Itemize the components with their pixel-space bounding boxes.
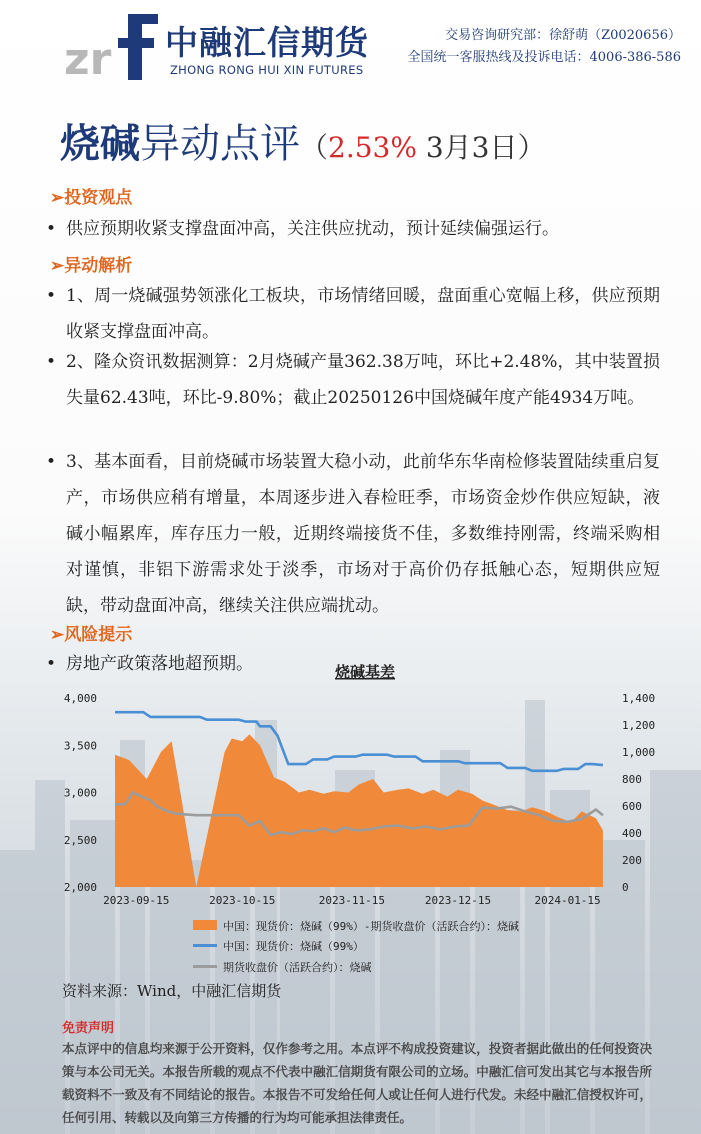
disclaimer-title: 免责声明 <box>62 1021 115 1036</box>
data-source: 资料来源：Wind，中融汇信期货 <box>62 982 282 1000</box>
x-tick-label: 2023-10-15 <box>209 894 276 907</box>
legend-label: 中国：现货价：烧碱（99%） <box>223 940 364 953</box>
paragraph-analysis-1 <box>46 278 660 350</box>
section-heading-risk: ➢风险提示 <box>50 625 133 645</box>
company-name-en: ZHONG RONG HUI XIN FUTURES <box>170 63 364 77</box>
legend-swatch <box>193 920 217 930</box>
company-logo-icon <box>62 12 162 82</box>
paragraph-view <box>46 211 660 247</box>
bullet-icon: • <box>46 452 57 472</box>
legend-label: 中国：现货价：烧碱（99%）-期货收盘价（活跃合约）：烧碱 <box>223 920 519 933</box>
legend-label: 期货收盘价（活跃合约）：烧碱 <box>223 961 372 974</box>
paragraph-text: 房地产政策落地超预期。 <box>66 654 253 674</box>
paragraph-analysis-2 <box>46 344 660 416</box>
series-area-basis <box>115 734 603 887</box>
title-change-percent: 2.53% <box>328 131 417 164</box>
bullet-icon: • <box>46 286 57 306</box>
y-right-tick-label: 200 <box>622 854 642 867</box>
bullet-icon: • <box>46 654 57 674</box>
basis-chart <box>55 655 675 980</box>
y-right-tick-label: 1,000 <box>622 746 656 759</box>
section-heading-view: ➢投资观点 <box>50 188 133 208</box>
paragraph-analysis-3 <box>46 444 660 624</box>
y-left-tick-label: 3,000 <box>63 786 97 800</box>
y-right-tick-label: 800 <box>622 773 642 786</box>
paragraph-text: 供应预期收紧支撑盘面冲高，关注供应扰动，预计延续偏强运行。 <box>66 219 559 239</box>
title-product: 烧碱 <box>60 120 140 167</box>
series-line-spot-price <box>115 712 603 771</box>
y-right-tick-label: 1,400 <box>622 692 656 705</box>
y-right-tick-label: 600 <box>622 800 642 813</box>
legend-swatch <box>193 944 217 947</box>
y-left-tick-label: 2,000 <box>63 881 97 894</box>
paragraph-text: 1、周一烧碱强势领涨化工板块，市场情绪回暖，盘面重心宽幅上移，供应预期收紧支撑盘面冲高。 <box>66 286 660 342</box>
chart-title: 烧碱基差 <box>334 663 396 681</box>
page-title <box>60 112 546 169</box>
bullet-icon: • <box>46 219 57 239</box>
research-contact: 交易咨询研究部：徐舒萌（Z0020656） <box>445 28 681 43</box>
disclaimer-text: 本点评中的信息均来源于公开资料，仅作参考之用。本点评不构成投资建议，投资者据此做出的任何投资决策与本公司无关。本报告所载的观点不代表中融汇信期货有限公司的立场。中融汇信可发出其它与本报告所载资料不一致及有不同结论的报告。本报告不可发给任何人或让任何人进行代发。未经中融汇信授权许可，任何引用、转载以及向第三方传播的行为均可能承担法律责任。 <box>62 1041 652 1125</box>
x-tick-label: 2023-09-15 <box>103 894 170 907</box>
company-name-cn: 中融汇信期货 <box>165 23 369 62</box>
section-heading-analysis: ➢异动解析 <box>50 256 133 276</box>
title-open-paren: （ <box>300 131 329 164</box>
bullet-icon: • <box>46 352 57 372</box>
title-date: 3月3日） <box>416 131 546 164</box>
svg-text:zr: zr <box>64 34 112 82</box>
y-right-tick-label: 1,200 <box>622 719 656 732</box>
paragraph-text: 2、隆众资讯数据测算：2月烧碱产量362.38万吨，环比+2.48%，其中装置损失量62.43吨，环比-9.80%；截止20250126中国烧碱年度产能4934万吨。 <box>66 352 660 408</box>
hotline-contact: 全国统一客服热线及投诉电话：4006-386-586 <box>407 50 681 65</box>
title-subject: 异动点评 <box>140 121 300 167</box>
y-left-tick-label: 4,000 <box>63 692 97 705</box>
paragraph-text: 3、基本面看，目前烧碱市场装置大稳小动，此前华东华南检修装置陆续重启复产，市场供应稍有增量，本周逐步进入春检旺季，市场资金炒作供应短缺，液碱小幅累库，库存压力一般，近期终端接货不佳，多数维持刚需，终端采购相对谨慎，非铝下游需求处于淡季，市场对于高价仍存抵触心态，短期供应短缺，带动盘面冲高，继续关注供应端扰动。 <box>66 452 660 616</box>
y-left-tick-label: 2,500 <box>63 833 97 847</box>
y-left-tick-label: 3,500 <box>63 739 97 753</box>
y-right-tick-label: 0 <box>622 881 629 894</box>
y-right-tick-label: 400 <box>622 827 642 840</box>
legend-swatch <box>193 965 217 968</box>
x-tick-label: 2023-12-15 <box>424 894 492 907</box>
report-header <box>0 0 701 95</box>
x-tick-label: 2023-11-15 <box>318 894 386 907</box>
x-tick-label: 2024-01-15 <box>534 894 601 907</box>
